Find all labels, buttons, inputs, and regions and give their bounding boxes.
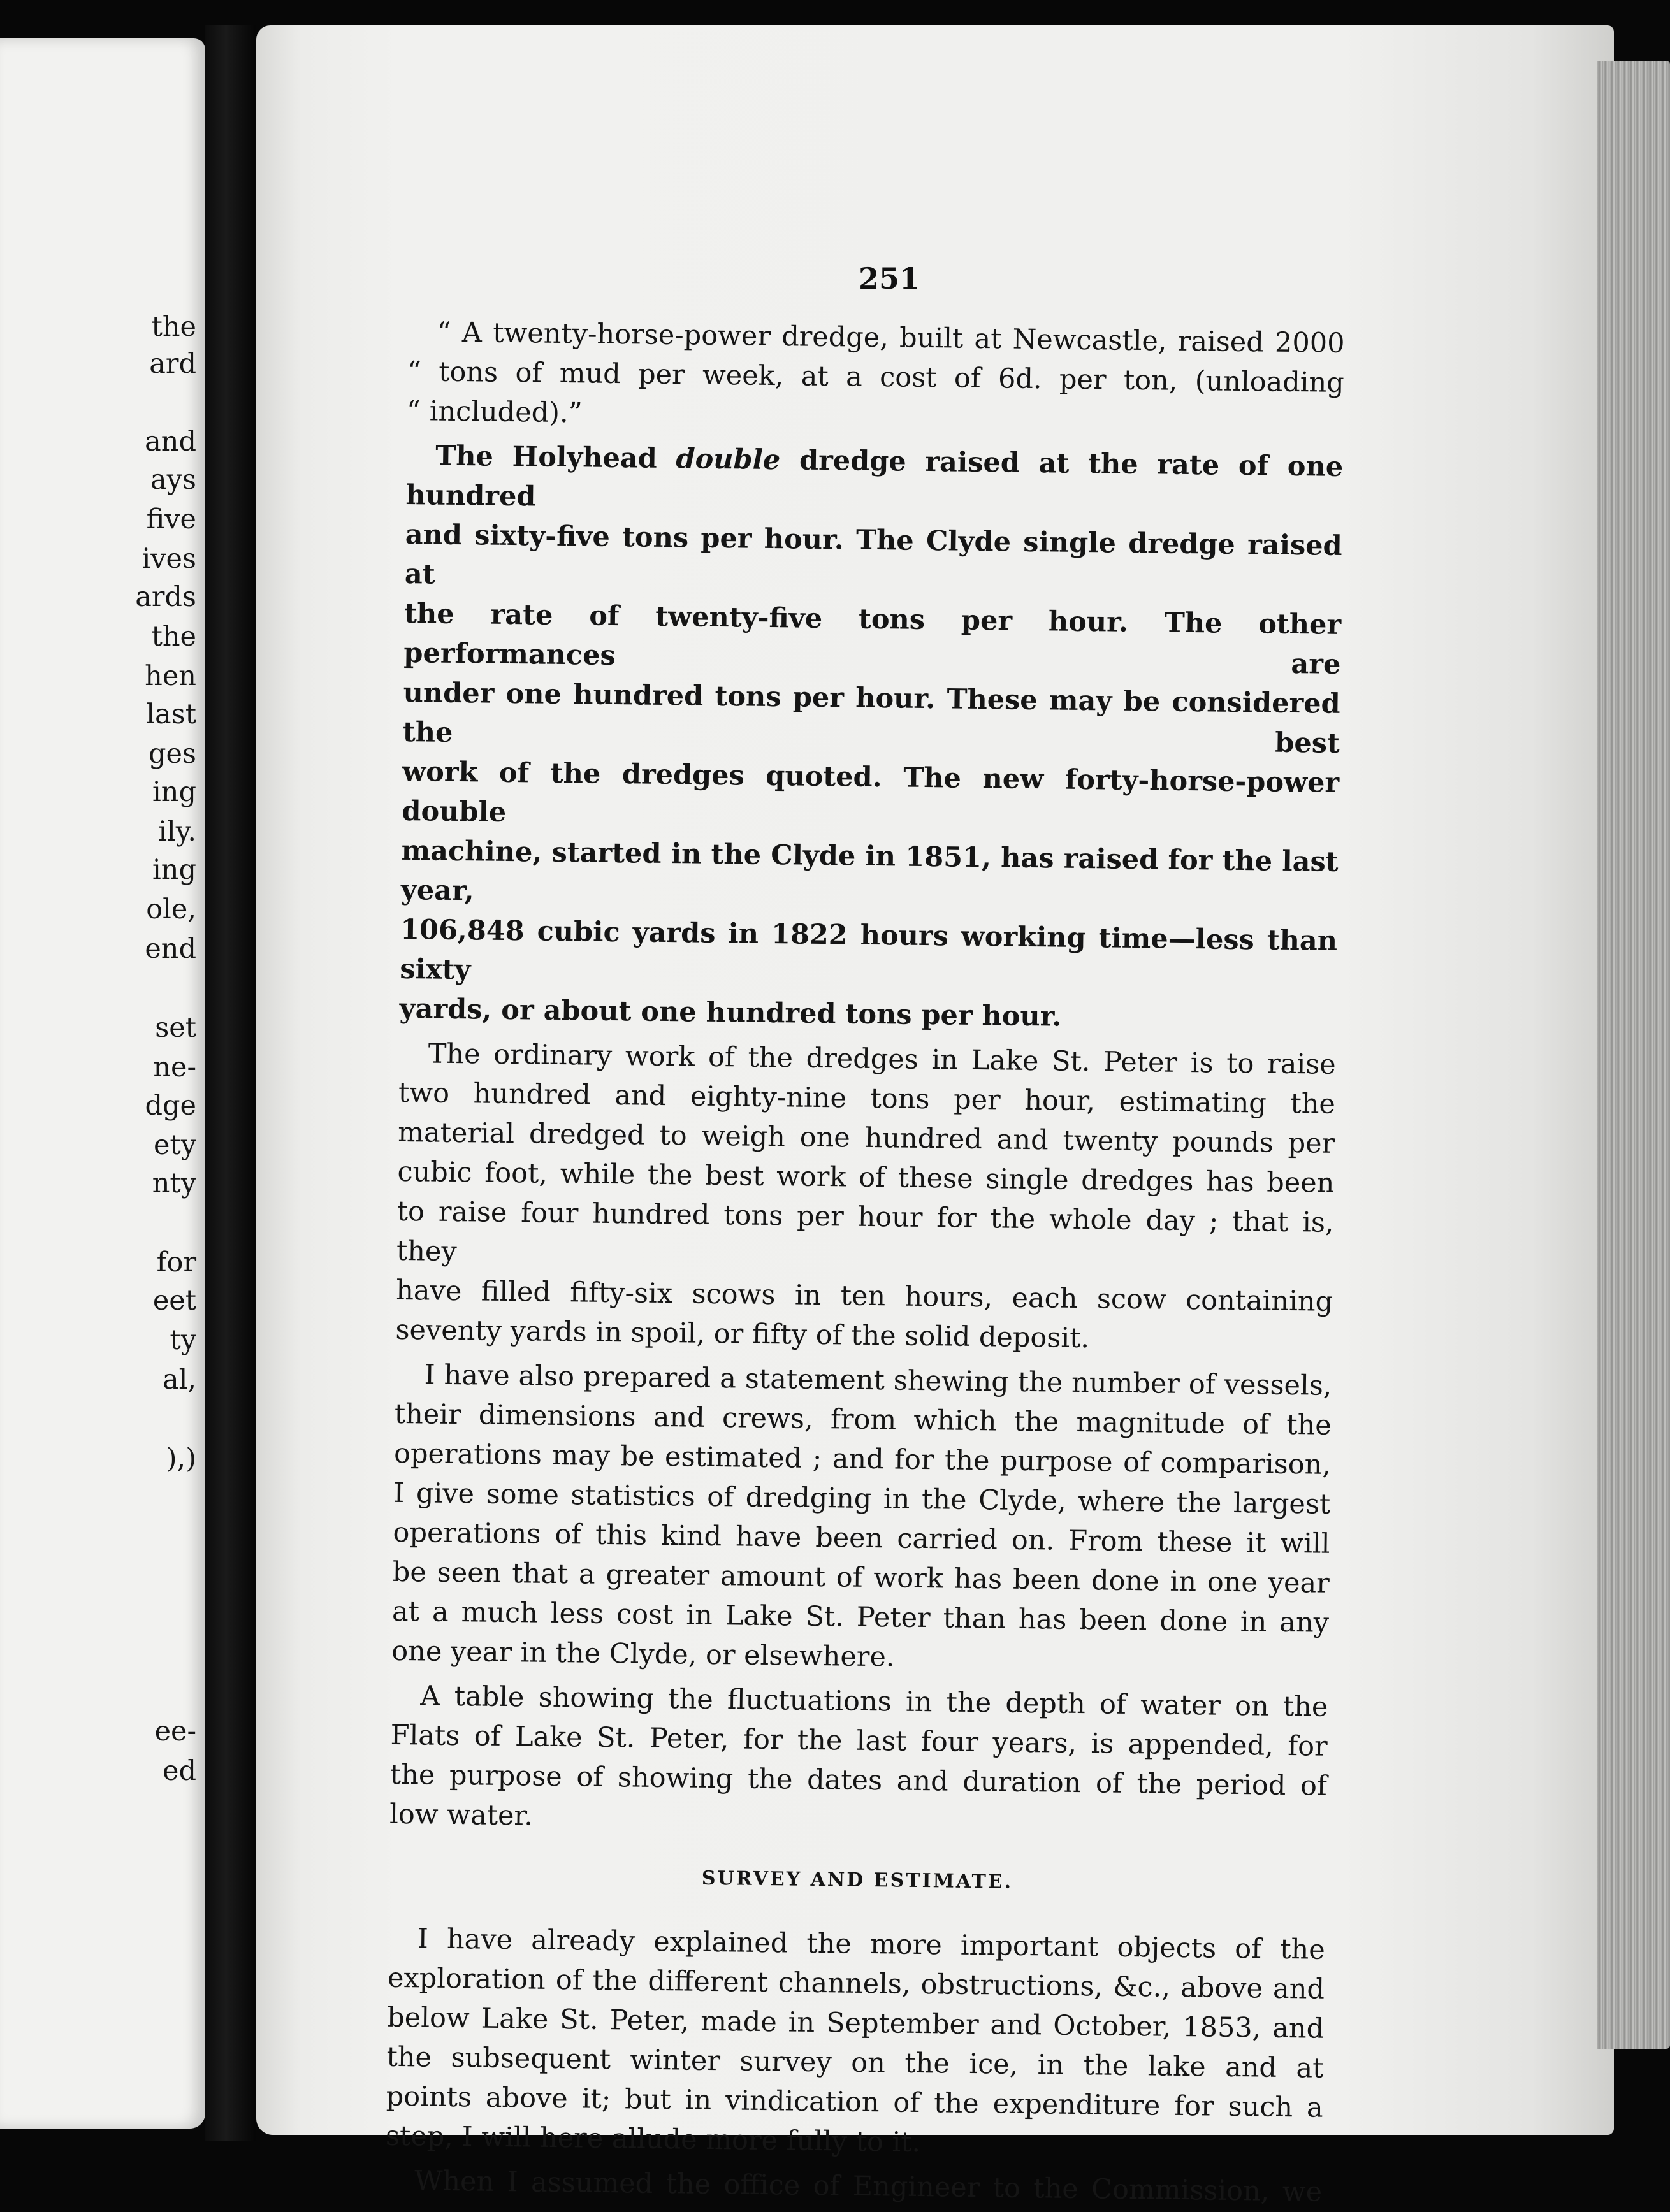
paragraph-table-note xyxy=(389,1676,1328,1846)
left-margin-fragment: ),) xyxy=(166,1443,196,1475)
page-number: 251 xyxy=(858,261,920,296)
quote-line: “ included).” xyxy=(406,394,583,430)
text-line: the purpose of showing the dates and duration of the period of xyxy=(389,1758,1328,1802)
left-margin-fragment: ing xyxy=(152,854,196,886)
text-line: at a much less cost in Lake St. Peter than has been done in any xyxy=(391,1595,1330,1639)
text-line: under one hundred tons per hour. These may be considered the best xyxy=(402,676,1340,760)
left-margin-fragment: for xyxy=(156,1247,196,1278)
left-margin-fragment: ives xyxy=(142,543,196,575)
section-heading: SURVEY AND ESTIMATE. xyxy=(701,1867,1013,1893)
text-line: Flats of Lake St. Peter, for the last four years, is appended, for xyxy=(390,1719,1328,1763)
quote-block xyxy=(407,312,1345,442)
left-margin-fragment: dge xyxy=(145,1090,196,1122)
left-margin-fragment: nty xyxy=(152,1167,196,1199)
left-margin-fragment: al, xyxy=(162,1364,196,1396)
text-line: and sixty-five tons per hour. The Clyde single dredge raised at xyxy=(404,518,1342,591)
text-line: one year in the Clyde, or elsewhere. xyxy=(391,1635,895,1673)
left-margin-fragment: set xyxy=(155,1012,196,1044)
text-line: work of the dredges quoted. The new forty-horse-power double xyxy=(402,755,1340,828)
emphasis-double: double xyxy=(676,443,781,477)
left-margin-fragment: ole, xyxy=(146,893,196,925)
text-line: I have also prepared a statement shewing the number of vessels, xyxy=(424,1359,1332,1402)
left-margin-fragment: eet xyxy=(152,1285,196,1317)
left-margin-fragment: ily. xyxy=(158,816,196,848)
left-margin-fragment: ty xyxy=(170,1324,196,1356)
text-line: points above it; but in vindication of the expenditure for such a xyxy=(386,2080,1323,2124)
text-line: cubic foot, while the best work of these single dredges has been xyxy=(397,1155,1335,1199)
text-line: material dredged to weigh one hundred and twenty pounds per xyxy=(397,1116,1335,1160)
left-margin-fragment: ays xyxy=(150,464,196,496)
text-line: exploration of the different channels, obstructions, &c., above and xyxy=(387,1962,1325,2006)
left-margin-fragment: ing xyxy=(152,776,196,808)
text-line: I have already explained the more important objects of the xyxy=(417,1923,1326,1966)
left-margin-fragment: the xyxy=(151,621,196,653)
text-line: have filled fifty-six scows in ten hours, each scow containing xyxy=(395,1274,1333,1318)
text-line: below Lake St. Peter, made in September and October, 1853, and xyxy=(387,2001,1325,2045)
left-margin-fragment: ne- xyxy=(153,1052,196,1083)
text-line: The Holyhead double dredge raised at the rate of one hundred xyxy=(405,440,1344,513)
paragraph-statement xyxy=(391,1355,1332,1682)
text-line: low water. xyxy=(389,1798,534,1832)
text-line: 106,848 cubic yards in 1822 hours working time—less than sixty xyxy=(400,913,1338,987)
left-margin-fragment: and xyxy=(145,426,196,458)
paragraph-ordinary-work xyxy=(395,1034,1336,1361)
text-line: machine, started in the Clyde in 1851, has raised for the last year, xyxy=(400,834,1339,907)
page-body xyxy=(385,312,1345,2212)
left-margin-fragment: hen xyxy=(145,660,196,692)
left-margin-fragment: the xyxy=(151,311,196,343)
text-line: the rate of twenty-five tons per hour. The other performances are xyxy=(403,597,1342,681)
text-line: the subsequent winter survey on the ice, in the lake and at xyxy=(386,2041,1324,2085)
book-gutter xyxy=(205,25,256,2141)
quote-line: “ tons of mud per week, at a cost of 6d. per ton, (unloading xyxy=(407,355,1345,399)
left-margin-fragment: ard xyxy=(149,348,196,380)
paragraph-assumed-office xyxy=(385,2161,1323,2212)
text-line: operations may be estimated ; and for the purpose of comparison, xyxy=(393,1437,1332,1481)
page-edges xyxy=(1597,61,1670,2049)
quote-line: “ A twenty-horse-power dredge, built at Newcastle, raised 2000 xyxy=(437,316,1345,359)
left-margin-fragment: ety xyxy=(153,1129,196,1161)
left-margin-fragment: ges xyxy=(148,738,196,770)
left-margin-fragment: end xyxy=(145,933,196,965)
text-line: seventy yards in spoil, or fifty of the solid deposit. xyxy=(395,1313,1090,1355)
text-line: The ordinary work of the dredges in Lake St. Peter is to raise xyxy=(428,1037,1336,1081)
text-line: A table showing the fluctuations in the depth of water on the xyxy=(420,1680,1328,1723)
text-line: yards, or about one hundred tons per hour. xyxy=(399,992,1062,1033)
text-line: be seen that a greater amount of work has been done in one year xyxy=(392,1556,1330,1600)
left-margin-fragment: ed xyxy=(163,1755,196,1787)
text-line: to raise four hundred tons per hour for the whole day ; that is, they xyxy=(396,1195,1334,1268)
text-line: two hundred and eighty-nine tons per hour, estimating the xyxy=(398,1076,1336,1120)
paragraph-survey xyxy=(386,1919,1325,2167)
left-page-fragment xyxy=(0,38,205,2129)
left-margin-fragment: last xyxy=(146,698,196,730)
text-line: When I assumed the office of Engineer to the Commission, we xyxy=(414,2165,1323,2208)
left-margin-fragment: ee- xyxy=(154,1716,196,1747)
text-line: their dimensions and crews, from which the magnitude of the xyxy=(394,1398,1332,1442)
text-line: I give some statistics of dredging in the Clyde, where the largest xyxy=(393,1477,1331,1521)
text-line: operations of this kind have been carried on. From these it will xyxy=(393,1516,1330,1560)
text-line: step, I will here allude more fully to it. xyxy=(385,2120,921,2159)
paragraph-holyhead xyxy=(399,436,1343,1040)
left-margin-fragment: ards xyxy=(135,581,196,613)
left-margin-fragment: five xyxy=(146,503,196,535)
